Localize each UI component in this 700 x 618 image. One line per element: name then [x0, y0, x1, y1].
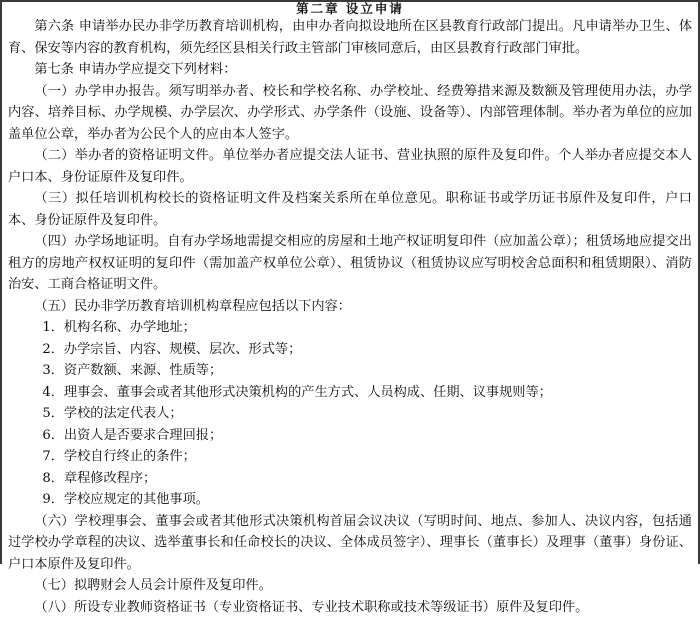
paragraph: （二）举办者的资格证明文件。单位举办者应提交法人证书、营业执照的原件及复印件。个人举办者应提交本人户口本、身份证原件及复印件。 — [8, 145, 692, 188]
list-item: 1．机构名称、办学地址； — [8, 317, 692, 339]
paragraph: 第六条 申请举办民办非学历教育培训机构，由申办者向拟设地所在区县教育行政部门提出。凡申请举办卫生、体育、保安等内容的教育机构，须先经区县相关行政主管部门审核同意后，由区县教育行政部门审批。 — [8, 16, 692, 59]
list-item: 7．学校自行终止的条件； — [8, 446, 692, 468]
paragraph: （五）民办非学历教育培训机构章程应包括以下内容： — [8, 296, 692, 318]
list-item: 5．学校的法定代表人； — [8, 403, 692, 425]
list-item: 9．学校应规定的其他事项。 — [8, 489, 692, 511]
paragraph: （三）拟任培训机构校长的资格证明文件及档案关系所在单位意见。职称证书或学历证书原件及复印件，户口本、身份证原件及复印件。 — [8, 188, 692, 231]
paragraph: （七）拟聘财会人员会计原件及复印件。 — [8, 575, 692, 597]
list-item: 6．出资人是否要求合理回报； — [8, 425, 692, 447]
document-body — [8, 16, 692, 618]
list-item: 4．理事会、董事会或者其他形式决策机构的产生方式、人员构成、任期、议事规则等； — [8, 382, 692, 404]
list-item: 8．章程修改程序； — [8, 468, 692, 490]
paragraph: 第七条 申请办学应提交下列材料： — [8, 59, 692, 81]
chapter-heading: 第二章 设立申请 — [0, 1, 700, 17]
list-item: 2．办学宗旨、内容、规模、层次、形式等； — [8, 339, 692, 361]
page-border-left — [0, 0, 2, 564]
paragraph: （四）办学场地证明。自有办学场地需提交相应的房屋和土地产权证明复印件（应加盖公章）；租赁场地应提交出租方的房地产权权证明的复印件（需加盖产权单位公章）、租赁协议（租赁协议应写明校舍总面积和租赁期限）、消防治安、工商合格证明文件。 — [8, 231, 692, 296]
paragraph: （一）办学申办报告。须写明举办者、校长和学校名称、办学校址、经费筹措来源及数额及管理使用办法，办学内容、培养目标、办学规模、办学层次、办学形式、办学条件（设施、设备等）、内部管理体制。举办者为单位的应加盖单位公章，举办者为公民个人的应由本人签字。 — [8, 81, 692, 146]
paragraph: （八）所设专业教师资格证书（专业资格证书、专业技术职称或技术等级证书）原件及复印件。 — [8, 597, 692, 618]
list-item: 3．资产数额、来源、性质等； — [8, 360, 692, 382]
paragraph: （六）学校理事会、董事会或者其他形式决策机构首届会议决议（写明时间、地点、参加人、决议内容，包括通过学校办学章程的决议、选举董事长和任命校长的决议、全体成员签字）、理事长（董事长）及理事（董事）身份证、户口本原件及复印件。 — [8, 511, 692, 576]
